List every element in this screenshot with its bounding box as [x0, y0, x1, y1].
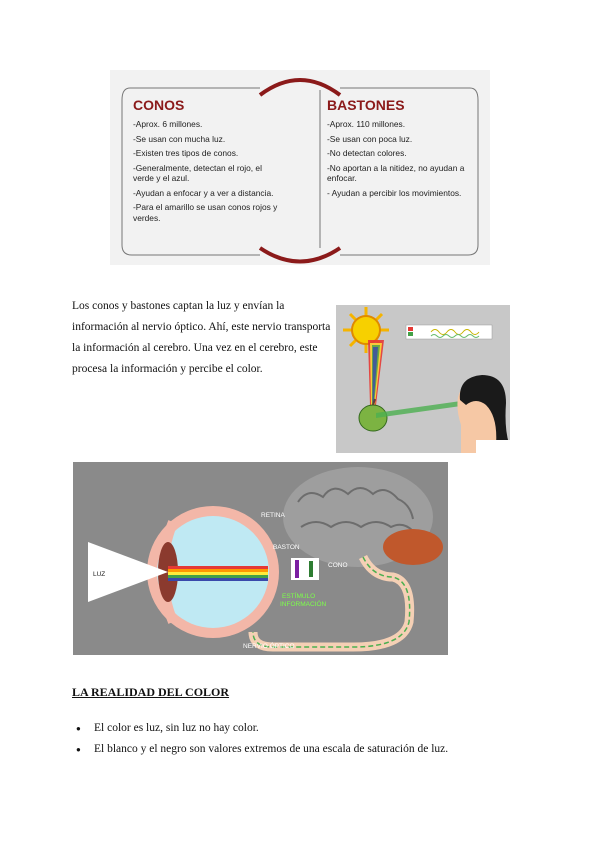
conos-item: -Aprox. 6 millones. — [133, 119, 203, 129]
retina-label: RETINA — [261, 512, 285, 519]
conos-item: -Para el amarillo se usan conos rojos y verdes. — [133, 202, 278, 223]
child-head-icon — [457, 375, 510, 453]
estimulo-label: ESTÍMULO — [282, 593, 316, 600]
bullet-list — [72, 718, 552, 760]
luz-label: LUZ — [93, 571, 106, 578]
brain-icon — [283, 467, 443, 567]
conos-item: -Existen tres tipos de conos. — [133, 148, 239, 158]
body-paragraph: Los conos y bastones captan la luz y envían la información al nervio óptico. Ahí, este nervio transporta la información al cerebro. Una vez en el cerebro, este procesa la información y percibe el color. — [72, 300, 331, 375]
conos-item: -Generalmente, detectan el rojo, el verde y el azul. — [133, 162, 262, 183]
bastones-item: -Aprox. 110 millones. — [327, 119, 406, 129]
conos-title: CONOS — [133, 97, 185, 113]
list-item: ● El blanco y el negro son valores extremos de una escala de saturación de luz. — [72, 739, 552, 760]
conos-item: -Se usan con mucha luz. — [133, 133, 226, 144]
conos-column — [133, 97, 283, 227]
section-heading: LA REALIDAD DEL COLOR — [72, 685, 230, 699]
cono-label: CONO — [328, 562, 348, 569]
bastones-item: -No aportan a la nitidez, no ayudan a enfocar. — [327, 162, 465, 183]
bastones-item: - Ayudan a percibir los movimientos. — [327, 187, 462, 198]
list-item: ● El color es luz, sin luz no hay color. — [72, 718, 552, 739]
conos-item: -Ayudan a enfocar y a ver a distancia. — [133, 187, 274, 198]
bastones-title: BASTONES — [327, 97, 405, 113]
sun-apple-illustration — [336, 305, 510, 453]
nervio-label: NERVIO ÓPTICO — [243, 643, 295, 650]
bastones-item: -Se usan con poca luz. — [327, 133, 413, 144]
baston-label: BASTON — [273, 544, 300, 551]
informacion-label: INFORMACIÓN — [280, 601, 327, 608]
bastones-column — [327, 97, 477, 202]
eye-brain-diagram — [73, 462, 448, 655]
bastones-item: -No detectan colores. — [327, 148, 407, 158]
